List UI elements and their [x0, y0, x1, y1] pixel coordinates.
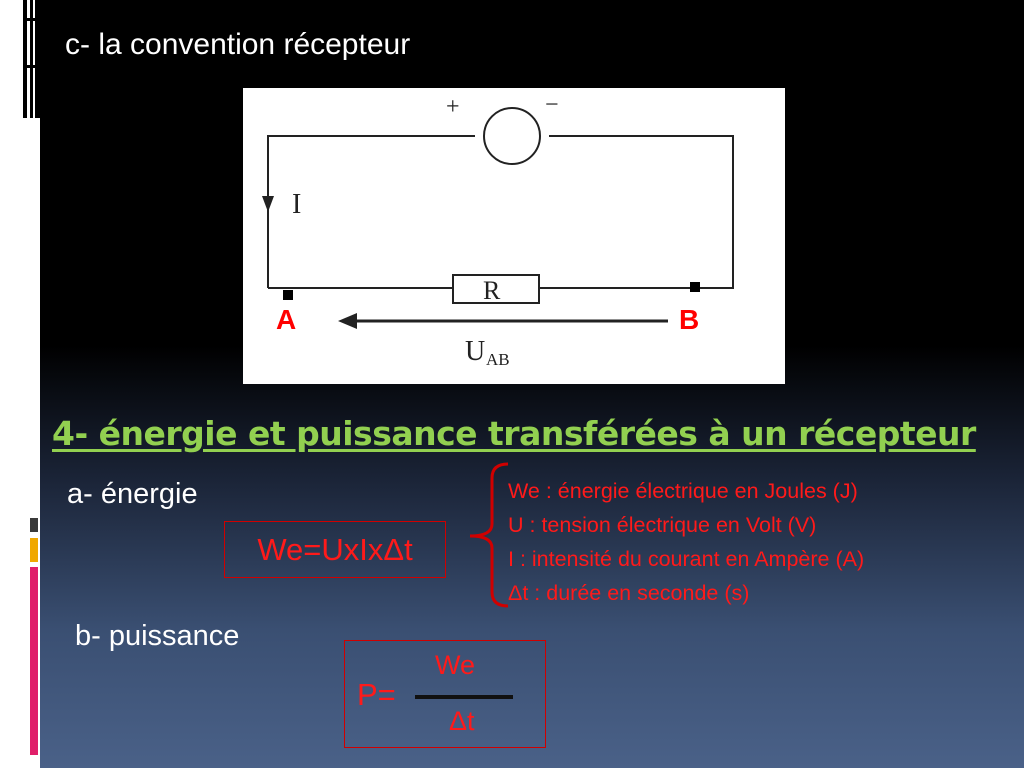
- energy-definitions: [508, 474, 864, 610]
- node-b-marker: [690, 282, 700, 292]
- voltage-arrowhead: [338, 313, 357, 329]
- section-heading: 4- énergie et puissance transférées à un récepteur: [52, 414, 976, 453]
- current-arrowhead: [262, 196, 274, 212]
- voltage-subscript: AB: [486, 350, 510, 369]
- slide-title: c- la convention récepteur: [65, 28, 411, 61]
- power-numerator: We: [435, 650, 476, 680]
- energy-formula: [224, 521, 446, 578]
- resistor-label: R: [483, 276, 501, 305]
- power-denominator: Δt: [449, 706, 475, 736]
- accent-gray: [30, 518, 38, 532]
- generator-circle: [484, 108, 540, 164]
- definition-we: We : énergie électrique en Joules (J): [508, 479, 858, 503]
- energy-label: a- énergie: [67, 478, 198, 510]
- accent-pink: [30, 567, 38, 755]
- fraction-bar: [415, 695, 513, 699]
- wire-right: [549, 136, 733, 288]
- node-a-marker: [283, 290, 293, 300]
- minus-label: −: [545, 92, 559, 118]
- definition-u: U : tension électrique en Volt (V): [508, 513, 817, 537]
- definition-dt: Δt : durée en seconde (s): [508, 581, 750, 605]
- left-brace-icon: [464, 462, 514, 608]
- accent-orange: [30, 538, 38, 562]
- circuit-diagram: [243, 88, 785, 384]
- voltage-label: U: [465, 336, 486, 367]
- definition-i: I : intensité du courant en Ampère (A): [508, 547, 865, 571]
- power-formula: [344, 640, 546, 748]
- plus-label: +: [446, 94, 460, 120]
- current-label: I: [292, 189, 302, 220]
- circuit-svg: [243, 88, 785, 384]
- energy-formula-text: We=UxIxΔt: [257, 531, 413, 567]
- power-lhs: P=: [357, 677, 396, 712]
- point-b-label: B: [679, 304, 700, 335]
- point-a-label: A: [276, 304, 297, 335]
- power-label: b- puissance: [75, 620, 240, 652]
